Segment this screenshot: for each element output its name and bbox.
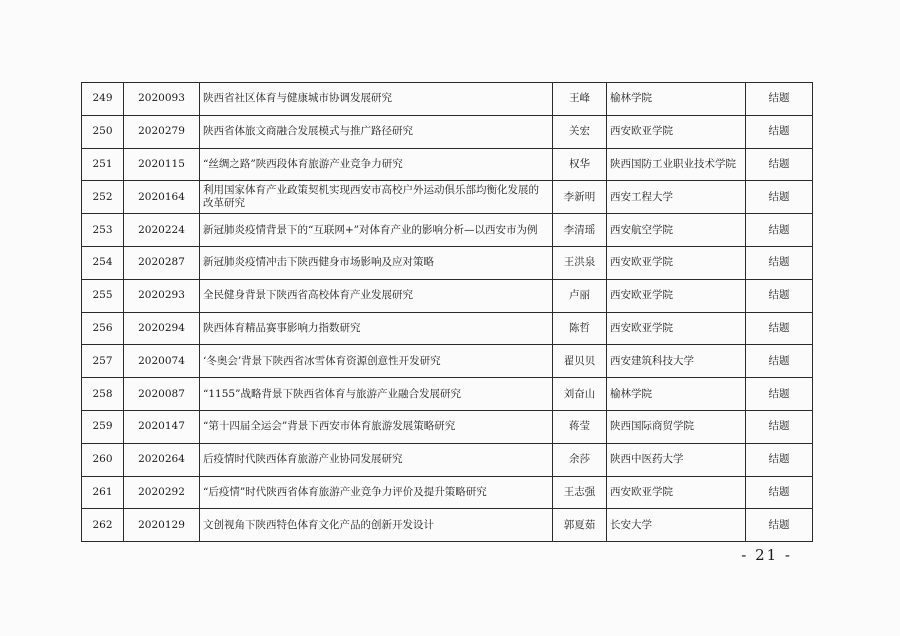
institution: 榆林学院 — [607, 83, 746, 116]
project-leader: 陈哲 — [553, 312, 607, 345]
table-row — [82, 410, 813, 443]
institution: 陕西国防工业职业技术学院 — [607, 148, 746, 181]
status-label: 结题 — [746, 214, 813, 247]
table-row — [82, 148, 813, 181]
status-label: 结题 — [746, 476, 813, 509]
project-code: 2020129 — [124, 509, 200, 542]
project-leader: 关宏 — [553, 115, 607, 148]
project-leader: 王洪泉 — [553, 246, 607, 279]
project-title: 全民健身背景下陕西省高校体育产业发展研究 — [200, 279, 553, 312]
row-number: 253 — [82, 214, 124, 247]
table-row — [82, 246, 813, 279]
project-leader: 郭夏茹 — [553, 509, 607, 542]
institution: 榆林学院 — [607, 378, 746, 411]
project-code: 2020093 — [124, 83, 200, 116]
institution: 长安大学 — [607, 509, 746, 542]
project-title: 新冠肺炎疫情冲击下陕西健身市场影响及应对策略 — [200, 246, 553, 279]
institution: 西安工程大学 — [607, 181, 746, 214]
table-row — [82, 115, 813, 148]
row-number: 254 — [82, 246, 124, 279]
status-label: 结题 — [746, 83, 813, 116]
project-leader: 李新明 — [553, 181, 607, 214]
institution: 西安欧亚学院 — [607, 279, 746, 312]
table-row — [82, 378, 813, 411]
project-leader: 卢丽 — [553, 279, 607, 312]
project-table — [81, 82, 813, 542]
institution: 陕西国际商贸学院 — [607, 410, 746, 443]
project-code: 2020264 — [124, 443, 200, 476]
table-row — [82, 345, 813, 378]
table-row — [82, 443, 813, 476]
project-code: 2020294 — [124, 312, 200, 345]
project-title: 新冠肺炎疫情背景下的“互联网+”对体育产业的影响分析—以西安市为例 — [200, 214, 553, 247]
project-leader: 王志强 — [553, 476, 607, 509]
project-title: “后疫情”时代陕西省体育旅游产业竞争力评价及提升策略研究 — [200, 476, 553, 509]
project-code: 2020087 — [124, 378, 200, 411]
project-code: 2020074 — [124, 345, 200, 378]
project-leader: 余莎 — [553, 443, 607, 476]
table-row — [82, 214, 813, 247]
project-code: 2020292 — [124, 476, 200, 509]
project-title: “1155”战略背景下陕西省体育与旅游产业融合发展研究 — [200, 378, 553, 411]
table-row — [82, 509, 813, 542]
project-title: 利用国家体育产业政策契机实现西安市高校户外运动俱乐部均衡化发展的改革研究 — [200, 181, 553, 214]
table-row — [82, 476, 813, 509]
project-code: 2020224 — [124, 214, 200, 247]
status-label: 结题 — [746, 115, 813, 148]
project-title: 陕西省社区体育与健康城市协调发展研究 — [200, 83, 553, 116]
row-number: 252 — [82, 181, 124, 214]
row-number: 255 — [82, 279, 124, 312]
institution: 西安欧亚学院 — [607, 246, 746, 279]
project-code: 2020115 — [124, 148, 200, 181]
project-title: 陕西省体旅文商融合发展模式与推广路径研究 — [200, 115, 553, 148]
table-row — [82, 181, 813, 214]
project-code: 2020164 — [124, 181, 200, 214]
status-label: 结题 — [746, 345, 813, 378]
row-number: 260 — [82, 443, 124, 476]
status-label: 结题 — [746, 312, 813, 345]
status-label: 结题 — [746, 509, 813, 542]
project-code: 2020279 — [124, 115, 200, 148]
table-row — [82, 312, 813, 345]
status-label: 结题 — [746, 443, 813, 476]
row-number: 257 — [82, 345, 124, 378]
project-leader: 王峰 — [553, 83, 607, 116]
project-leader: 蒋莹 — [553, 410, 607, 443]
row-number: 262 — [82, 509, 124, 542]
row-number: 261 — [82, 476, 124, 509]
status-label: 结题 — [746, 378, 813, 411]
institution: 西安航空学院 — [607, 214, 746, 247]
institution: 西安欧亚学院 — [607, 312, 746, 345]
project-title: 陕西体育精品赛事影响力指数研究 — [200, 312, 553, 345]
page-number: - 21 - — [741, 546, 792, 564]
table-row — [82, 83, 813, 116]
project-code: 2020293 — [124, 279, 200, 312]
project-code: 2020287 — [124, 246, 200, 279]
table-row — [82, 279, 813, 312]
institution: 西安欧亚学院 — [607, 115, 746, 148]
project-leader: 刘奋山 — [553, 378, 607, 411]
row-number: 258 — [82, 378, 124, 411]
project-title: ‘冬奥会’背景下陕西省冰雪体育资源创意性开发研究 — [200, 345, 553, 378]
project-leader: 李清瑶 — [553, 214, 607, 247]
project-title: “第十四届全运会”背景下西安市体育旅游发展策略研究 — [200, 410, 553, 443]
project-leader: 权华 — [553, 148, 607, 181]
project-leader: 翟贝贝 — [553, 345, 607, 378]
institution: 陕西中医药大学 — [607, 443, 746, 476]
status-label: 结题 — [746, 181, 813, 214]
institution: 西安建筑科技大学 — [607, 345, 746, 378]
table-body — [82, 83, 813, 542]
row-number: 256 — [82, 312, 124, 345]
row-number: 251 — [82, 148, 124, 181]
status-label: 结题 — [746, 279, 813, 312]
status-label: 结题 — [746, 148, 813, 181]
project-title: 后疫情时代陕西体育旅游产业协同发展研究 — [200, 443, 553, 476]
project-title: 文创视角下陕西特色体育文化产品的创新开发设计 — [200, 509, 553, 542]
row-number: 259 — [82, 410, 124, 443]
row-number: 250 — [82, 115, 124, 148]
project-code: 2020147 — [124, 410, 200, 443]
project-title: “丝绸之路”陕西段体育旅游产业竞争力研究 — [200, 148, 553, 181]
status-label: 结题 — [746, 246, 813, 279]
institution: 西安欧亚学院 — [607, 476, 746, 509]
status-label: 结题 — [746, 410, 813, 443]
row-number: 249 — [82, 83, 124, 116]
